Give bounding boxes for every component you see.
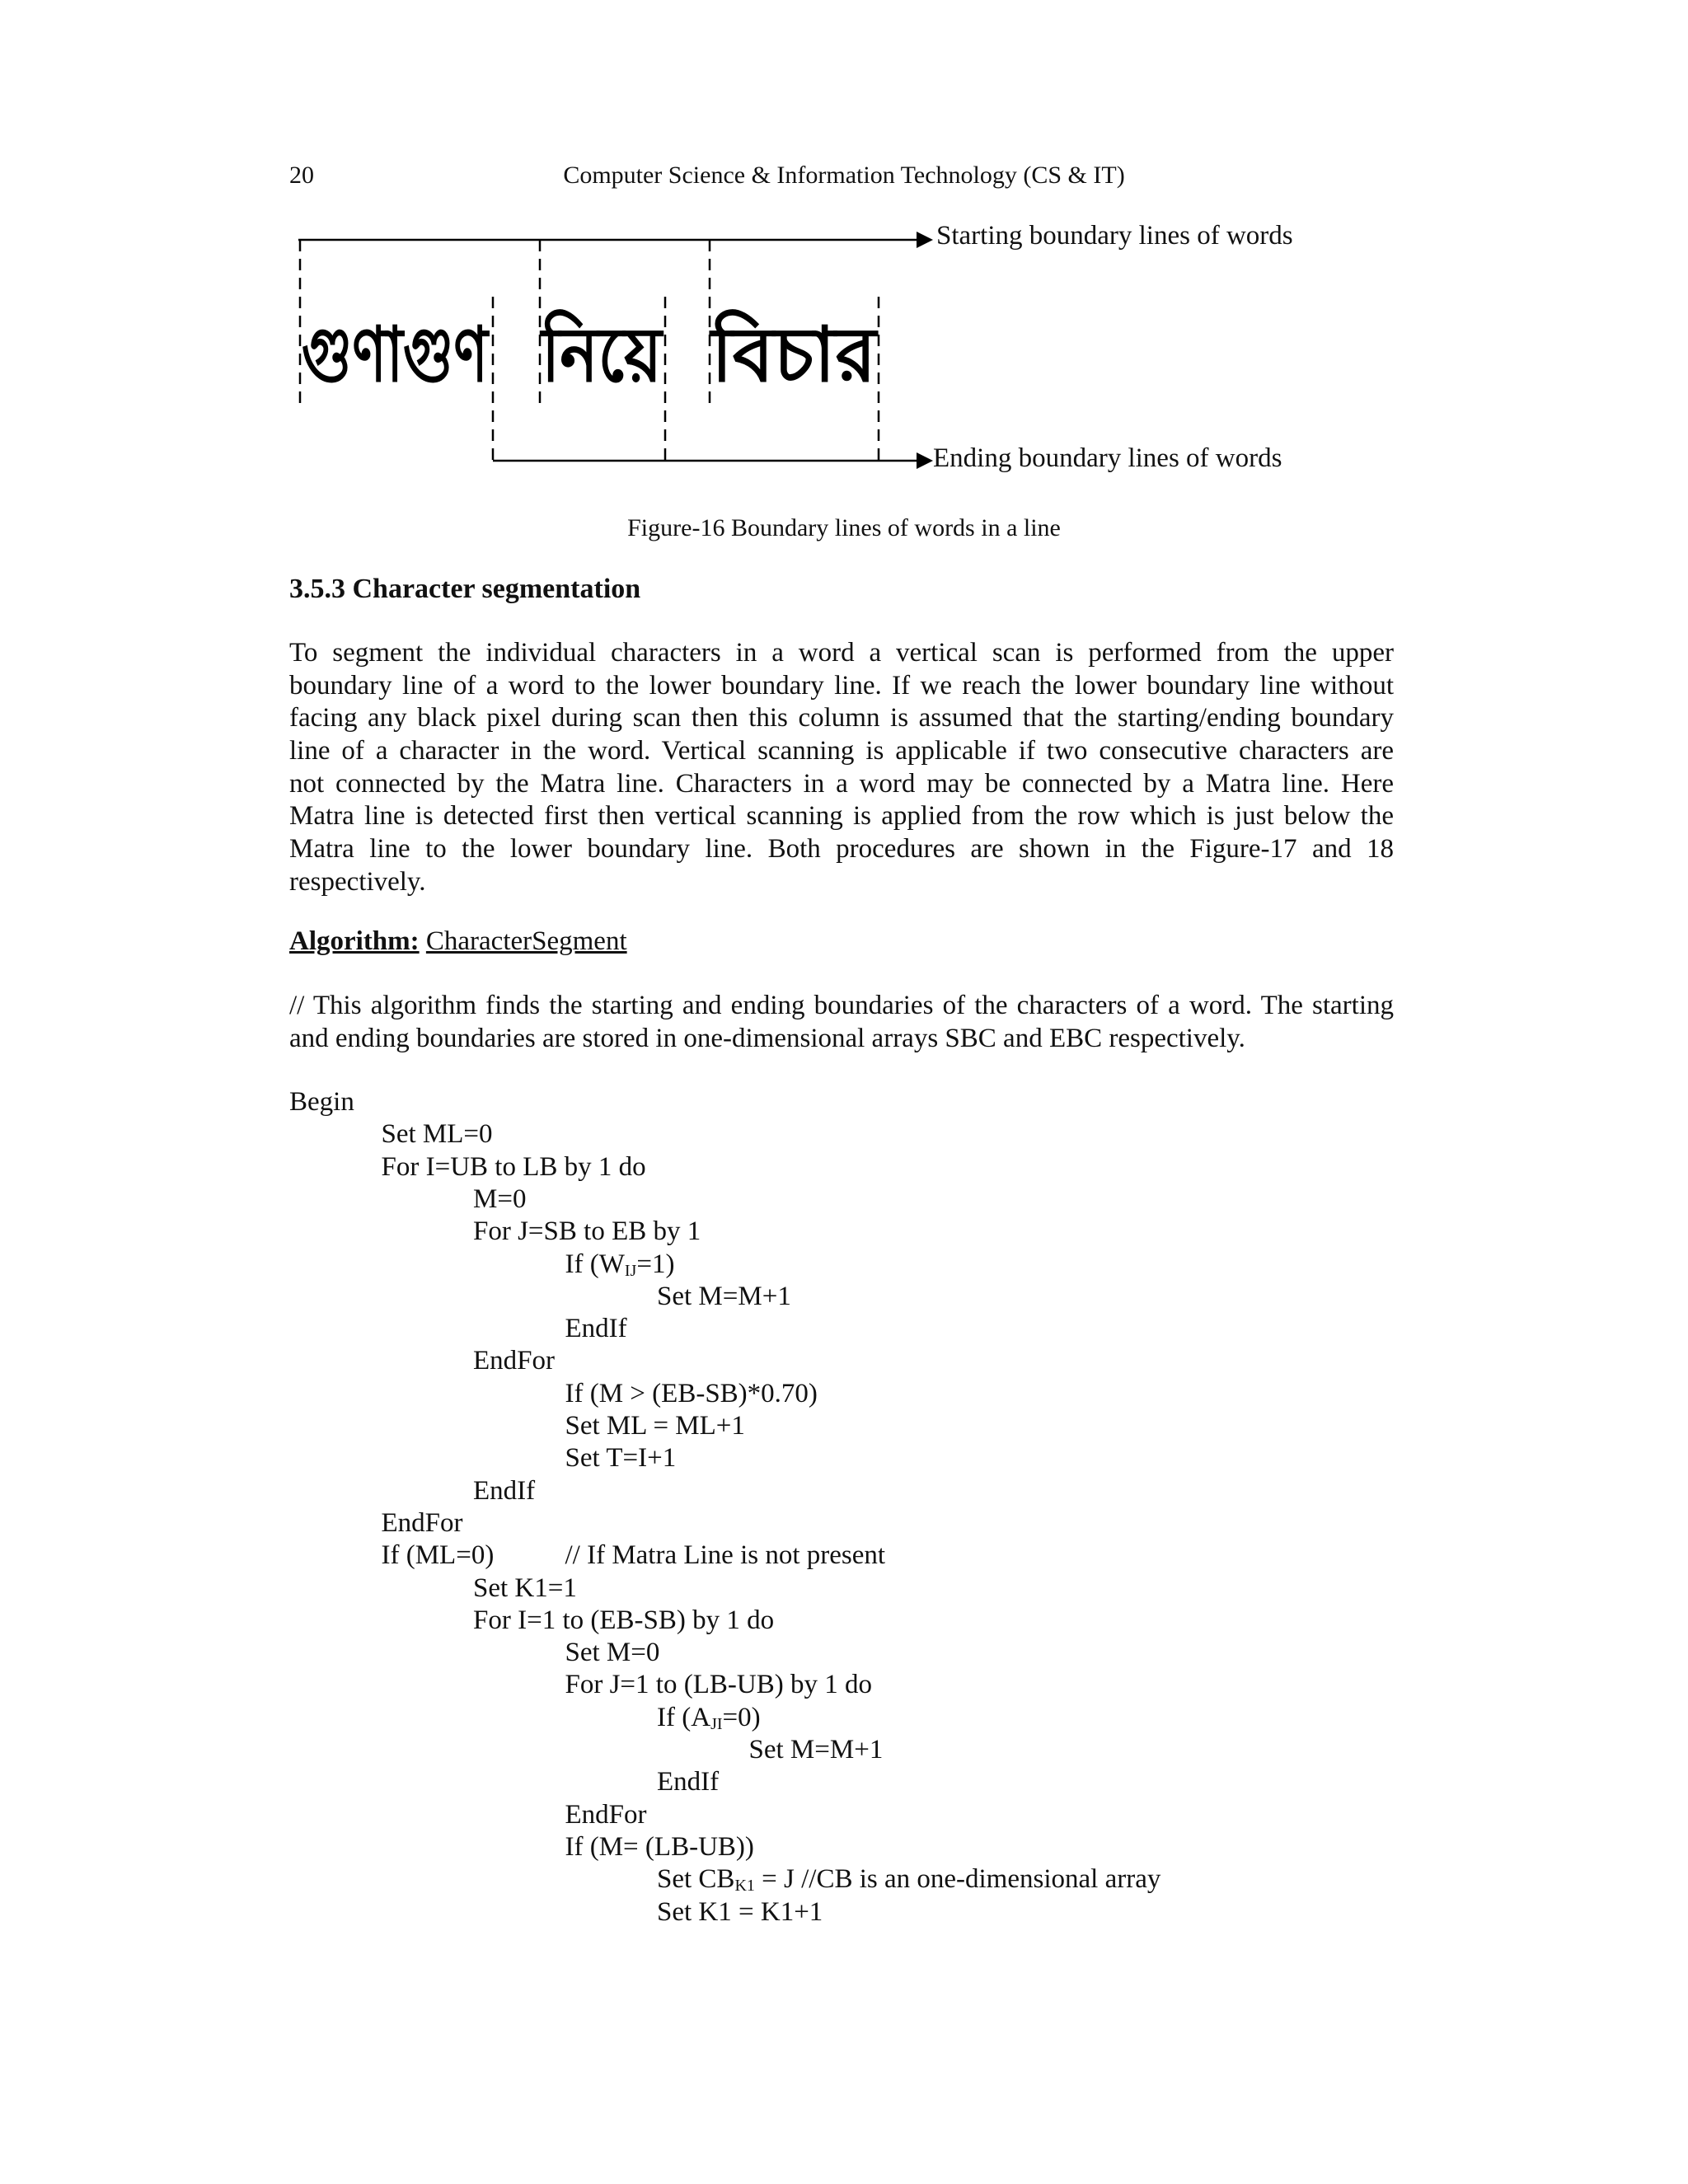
body-paragraph (289, 637, 1394, 899)
code-text: Set K1=1 (473, 1572, 577, 1603)
comment-line: and ending boundaries are stored in one-dimensional arrays SBC and EBC respectively. (289, 1023, 1245, 1053)
code-comment: // If Matra Line is not present (565, 1540, 886, 1571)
paragraph-line: line of a character in the word. Vertical scanning is applicable if two consecutive characters are (289, 736, 1394, 766)
bengali-word-3: বিচার (711, 311, 880, 399)
paragraph-line: facing any black pixel during scan then this column is assumed that the starting/ending boundary (289, 703, 1394, 733)
code-subscript: JI (710, 1714, 723, 1733)
code-text: Begin (289, 1087, 354, 1117)
code-line (473, 1346, 555, 1376)
code-line (657, 1282, 791, 1312)
code-text: M=0 (473, 1183, 527, 1214)
code-text: Set ML = ML+1 (565, 1411, 745, 1441)
paragraph-line: Matra line to the lower boundary line. Both procedures are shown in the Figure-17 and 18 (289, 834, 1394, 865)
page-number: 20 (289, 162, 314, 189)
code-line (382, 1152, 646, 1183)
bengali-word-2: নিয়ে (542, 311, 684, 399)
code-line (565, 1249, 675, 1281)
code-text: = J //CB is an one-dimensional array (754, 1864, 1161, 1895)
code-text: Set K1 = K1+1 (657, 1896, 823, 1927)
code-text: For I=1 to (EB-SB) by 1 do (473, 1605, 775, 1635)
paragraph-line: boundary line of a word to the lower boundary line. If we reach the lower boundary line without (289, 670, 1394, 701)
paragraph-line: not connected by the Matra line. Characters in a word may be connected by a Matra line. Here (289, 768, 1394, 799)
code-text: If (M= (LB-UB)) (565, 1831, 754, 1862)
code-text: For J=1 to (LB-UB) by 1 do (565, 1670, 872, 1700)
code-text: Set M=M+1 (748, 1735, 884, 1765)
algorithm-label: Algorithm: (289, 926, 420, 956)
code-line (382, 1540, 495, 1571)
code-line (473, 1605, 774, 1636)
code-line (657, 1864, 1160, 1896)
journal-header: Computer Science & Information Technology (CS & IT) (563, 162, 1125, 189)
code-line (657, 1897, 823, 1928)
paragraph-line: Matra line is detected first then vertical scanning is applied from the row which is just below the (289, 801, 1394, 832)
paragraph-line: To segment the individual characters in a word a vertical scan is performed from the upper (289, 638, 1394, 668)
code-text: EndIf (473, 1475, 536, 1506)
paragraph-line: respectively. (289, 866, 426, 897)
code-text: For I=UB to LB by 1 do (381, 1151, 646, 1182)
starting-boundary-label: Starting boundary lines of words (936, 221, 1293, 251)
code-line (473, 1476, 535, 1507)
code-text: For J=SB to EB by 1 (473, 1216, 701, 1247)
code-text: EndFor (381, 1507, 463, 1538)
code-subscript: K1 (734, 1877, 755, 1896)
code-line (565, 1379, 818, 1409)
code-text: Set ML=0 (381, 1119, 493, 1150)
code-text: =0) (722, 1702, 761, 1732)
ending-arrow-head (917, 452, 933, 469)
code-text: EndFor (565, 1799, 647, 1830)
starting-arrow-head (917, 232, 933, 248)
code-line (565, 1670, 872, 1700)
code-text: EndIf (657, 1767, 720, 1797)
code-line (289, 1087, 354, 1118)
code-text: Set CB (657, 1864, 735, 1895)
code-line (473, 1184, 526, 1215)
code-line (382, 1508, 463, 1539)
code-line (565, 1411, 745, 1441)
code-line (565, 1314, 627, 1344)
code-text: EndFor (473, 1346, 555, 1376)
code-line (565, 1443, 677, 1474)
algorithm-title (289, 926, 627, 957)
code-line (749, 1735, 884, 1765)
comment-line: // This algorithm finds the starting and ending boundaries of the characters of a word. The starting (289, 991, 1394, 1020)
code-text: Set M=0 (565, 1638, 660, 1668)
algorithm-comment (289, 990, 1394, 1055)
code-text: If (M > (EB-SB)*0.70) (565, 1378, 818, 1408)
code-text: =1) (636, 1249, 675, 1279)
code-text: Set M=M+1 (657, 1281, 791, 1311)
code-line (565, 1800, 647, 1830)
code-subscript: IJ (624, 1261, 637, 1280)
code-line (565, 1832, 754, 1863)
figure-caption: Figure-16 Boundary lines of words in a line (627, 514, 1061, 541)
code-text: If (ML=0) (381, 1540, 495, 1571)
algorithm-name: CharacterSegment (425, 926, 627, 956)
code-line (657, 1703, 761, 1734)
word-boundary-figure (0, 0, 1688, 494)
ending-boundary-label: Ending boundary lines of words (933, 443, 1282, 473)
code-line (657, 1767, 719, 1797)
code-line (473, 1216, 701, 1247)
code-line (473, 1573, 577, 1604)
code-text: If (W (565, 1249, 625, 1279)
bengali-word-1: গুণাগুণ (302, 311, 490, 399)
code-line (382, 1119, 493, 1150)
code-text: EndIf (565, 1314, 627, 1344)
section-heading: 3.5.3 Character segmentation (289, 574, 641, 604)
code-text: If (A (657, 1702, 711, 1732)
code-text: Set T=I+1 (565, 1443, 677, 1474)
code-line (565, 1638, 660, 1668)
